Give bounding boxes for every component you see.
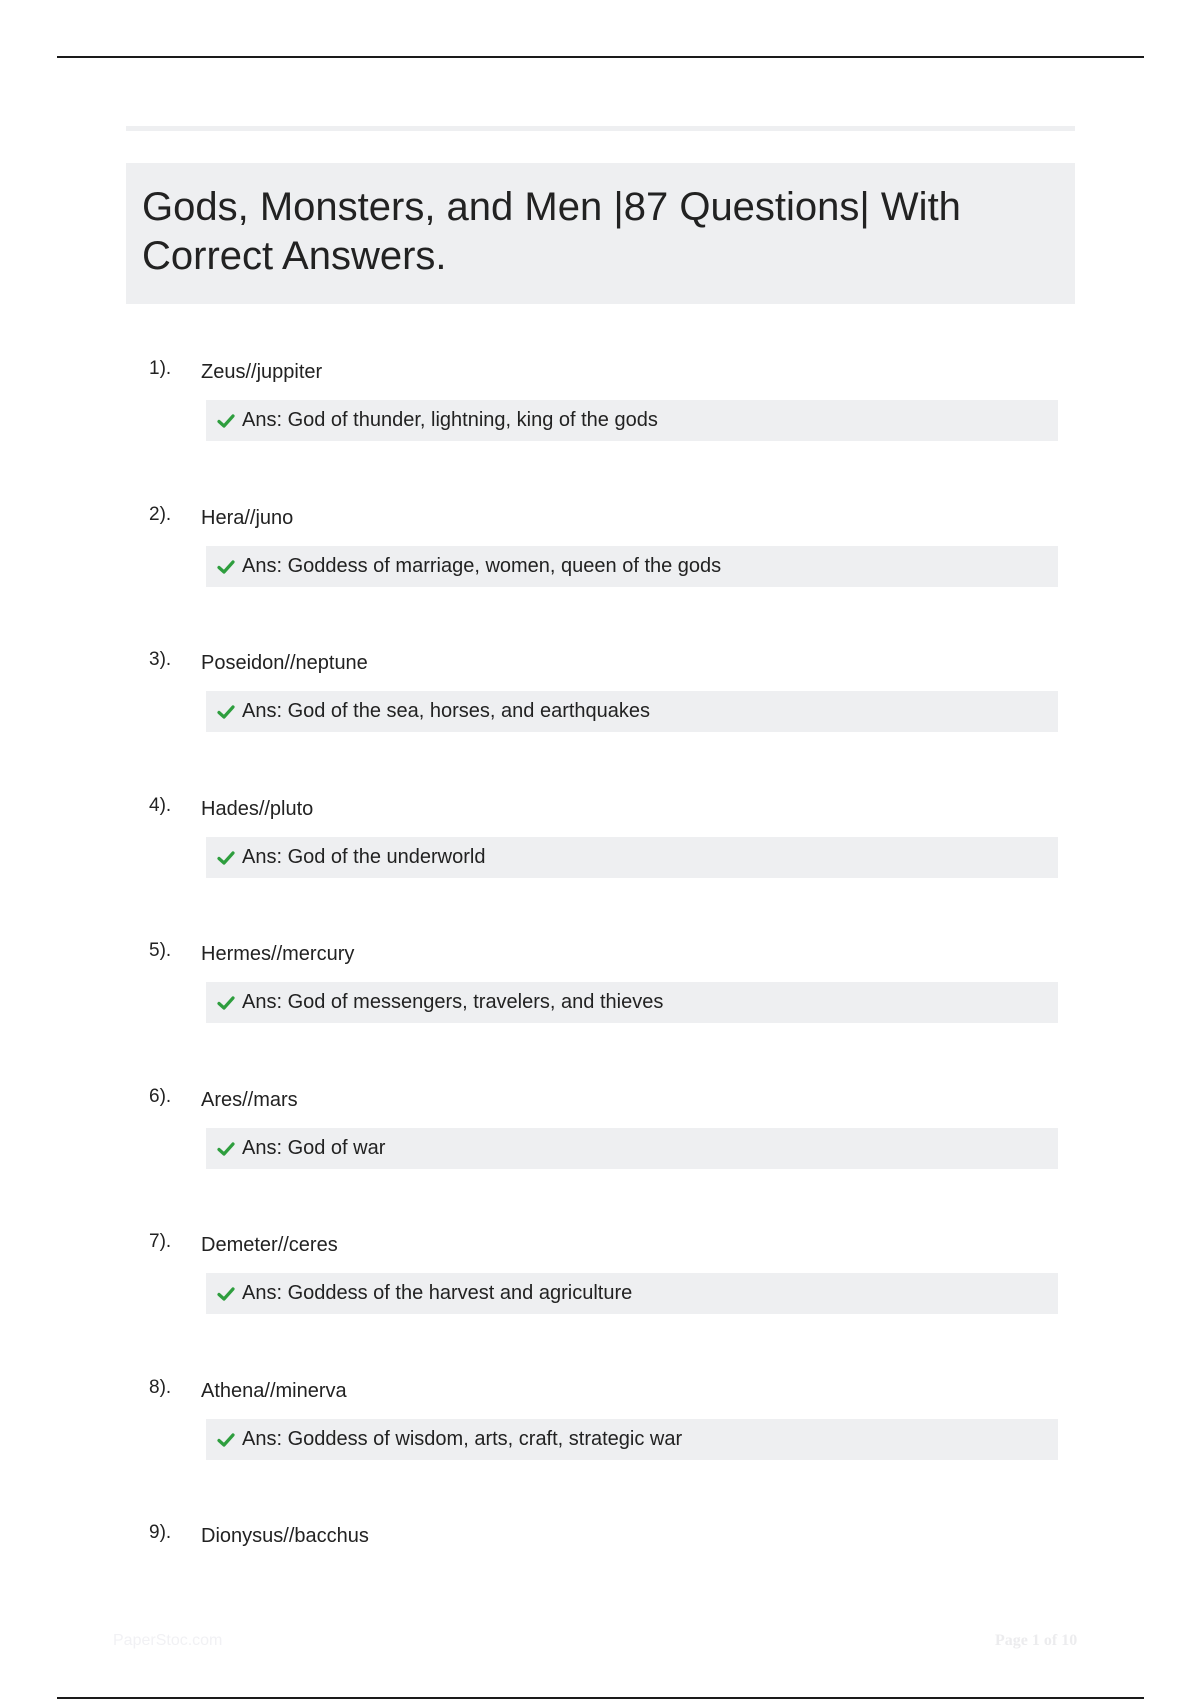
question-item: [0, 795, 1200, 915]
question-item: [0, 1377, 1200, 1497]
question-item: [0, 1231, 1200, 1351]
checkmark-icon: [216, 848, 236, 868]
checkmark-icon: [216, 411, 236, 431]
question-text: Athena//minerva: [201, 1380, 347, 1402]
answer-box: [206, 982, 1058, 1023]
checkmark-icon: [216, 557, 236, 577]
checkmark-icon: [216, 993, 236, 1013]
answer-text: Ans: God of thunder, lightning, king of the gods: [242, 409, 658, 431]
header-divider: [126, 126, 1075, 131]
question-item: [0, 358, 1200, 478]
page-number: Page 1 of 10: [995, 1632, 1078, 1649]
question-text: Hades//pluto: [201, 798, 314, 820]
answer-box: [206, 400, 1058, 441]
answer-box: [206, 691, 1058, 732]
question-item: [0, 940, 1200, 1060]
bottom-rule: [57, 1697, 1144, 1699]
watermark: PaperStoc.com: [113, 1632, 223, 1649]
answer-box: [206, 837, 1058, 878]
question-number: 4).: [149, 795, 172, 816]
question-number: 2).: [149, 504, 172, 525]
question-item: [0, 1522, 1200, 1642]
question-text: Zeus//juppiter: [201, 361, 323, 383]
answer-text: Ans: Goddess of the harvest and agriculture: [242, 1282, 633, 1304]
answer-text: Ans: Goddess of wisdom, arts, craft, strategic war: [242, 1428, 683, 1450]
question-item: [0, 1086, 1200, 1206]
answer-box: [206, 1419, 1058, 1460]
page-title: Gods, Monsters, and Men |87 Questions| With Correct Answers.: [142, 185, 961, 278]
question-text: Hera//juno: [201, 507, 294, 529]
checkmark-icon: [216, 702, 236, 722]
question-text: Dionysus//bacchus: [201, 1525, 369, 1547]
question-text: Hermes//mercury: [201, 943, 355, 965]
question-text: Demeter//ceres: [201, 1234, 338, 1256]
question-number: 3).: [149, 649, 172, 670]
question-number: 7).: [149, 1231, 172, 1252]
checkmark-icon: [216, 1284, 236, 1304]
answer-box: [206, 546, 1058, 587]
question-number: 9).: [149, 1522, 172, 1543]
question-number: 8).: [149, 1377, 172, 1398]
question-text: Ares//mars: [201, 1089, 298, 1111]
answer-text: Ans: Goddess of marriage, women, queen of the gods: [242, 555, 722, 577]
answer-text: Ans: God of war: [242, 1137, 386, 1159]
question-text: Poseidon//neptune: [201, 652, 368, 674]
checkmark-icon: [216, 1139, 236, 1159]
answer-box: [206, 1128, 1058, 1169]
checkmark-icon: [216, 1430, 236, 1450]
question-number: 6).: [149, 1086, 172, 1107]
title-panel: [126, 163, 1075, 304]
answer-box: [206, 1273, 1058, 1314]
question-number: 1).: [149, 358, 172, 379]
question-item: [0, 649, 1200, 769]
answer-text: Ans: God of the underworld: [242, 846, 486, 868]
answer-text: Ans: God of the sea, horses, and earthquakes: [242, 700, 651, 722]
answer-text: Ans: God of messengers, travelers, and thieves: [242, 991, 664, 1013]
top-rule: [57, 56, 1144, 58]
question-item: [0, 504, 1200, 624]
question-number: 5).: [149, 940, 172, 961]
